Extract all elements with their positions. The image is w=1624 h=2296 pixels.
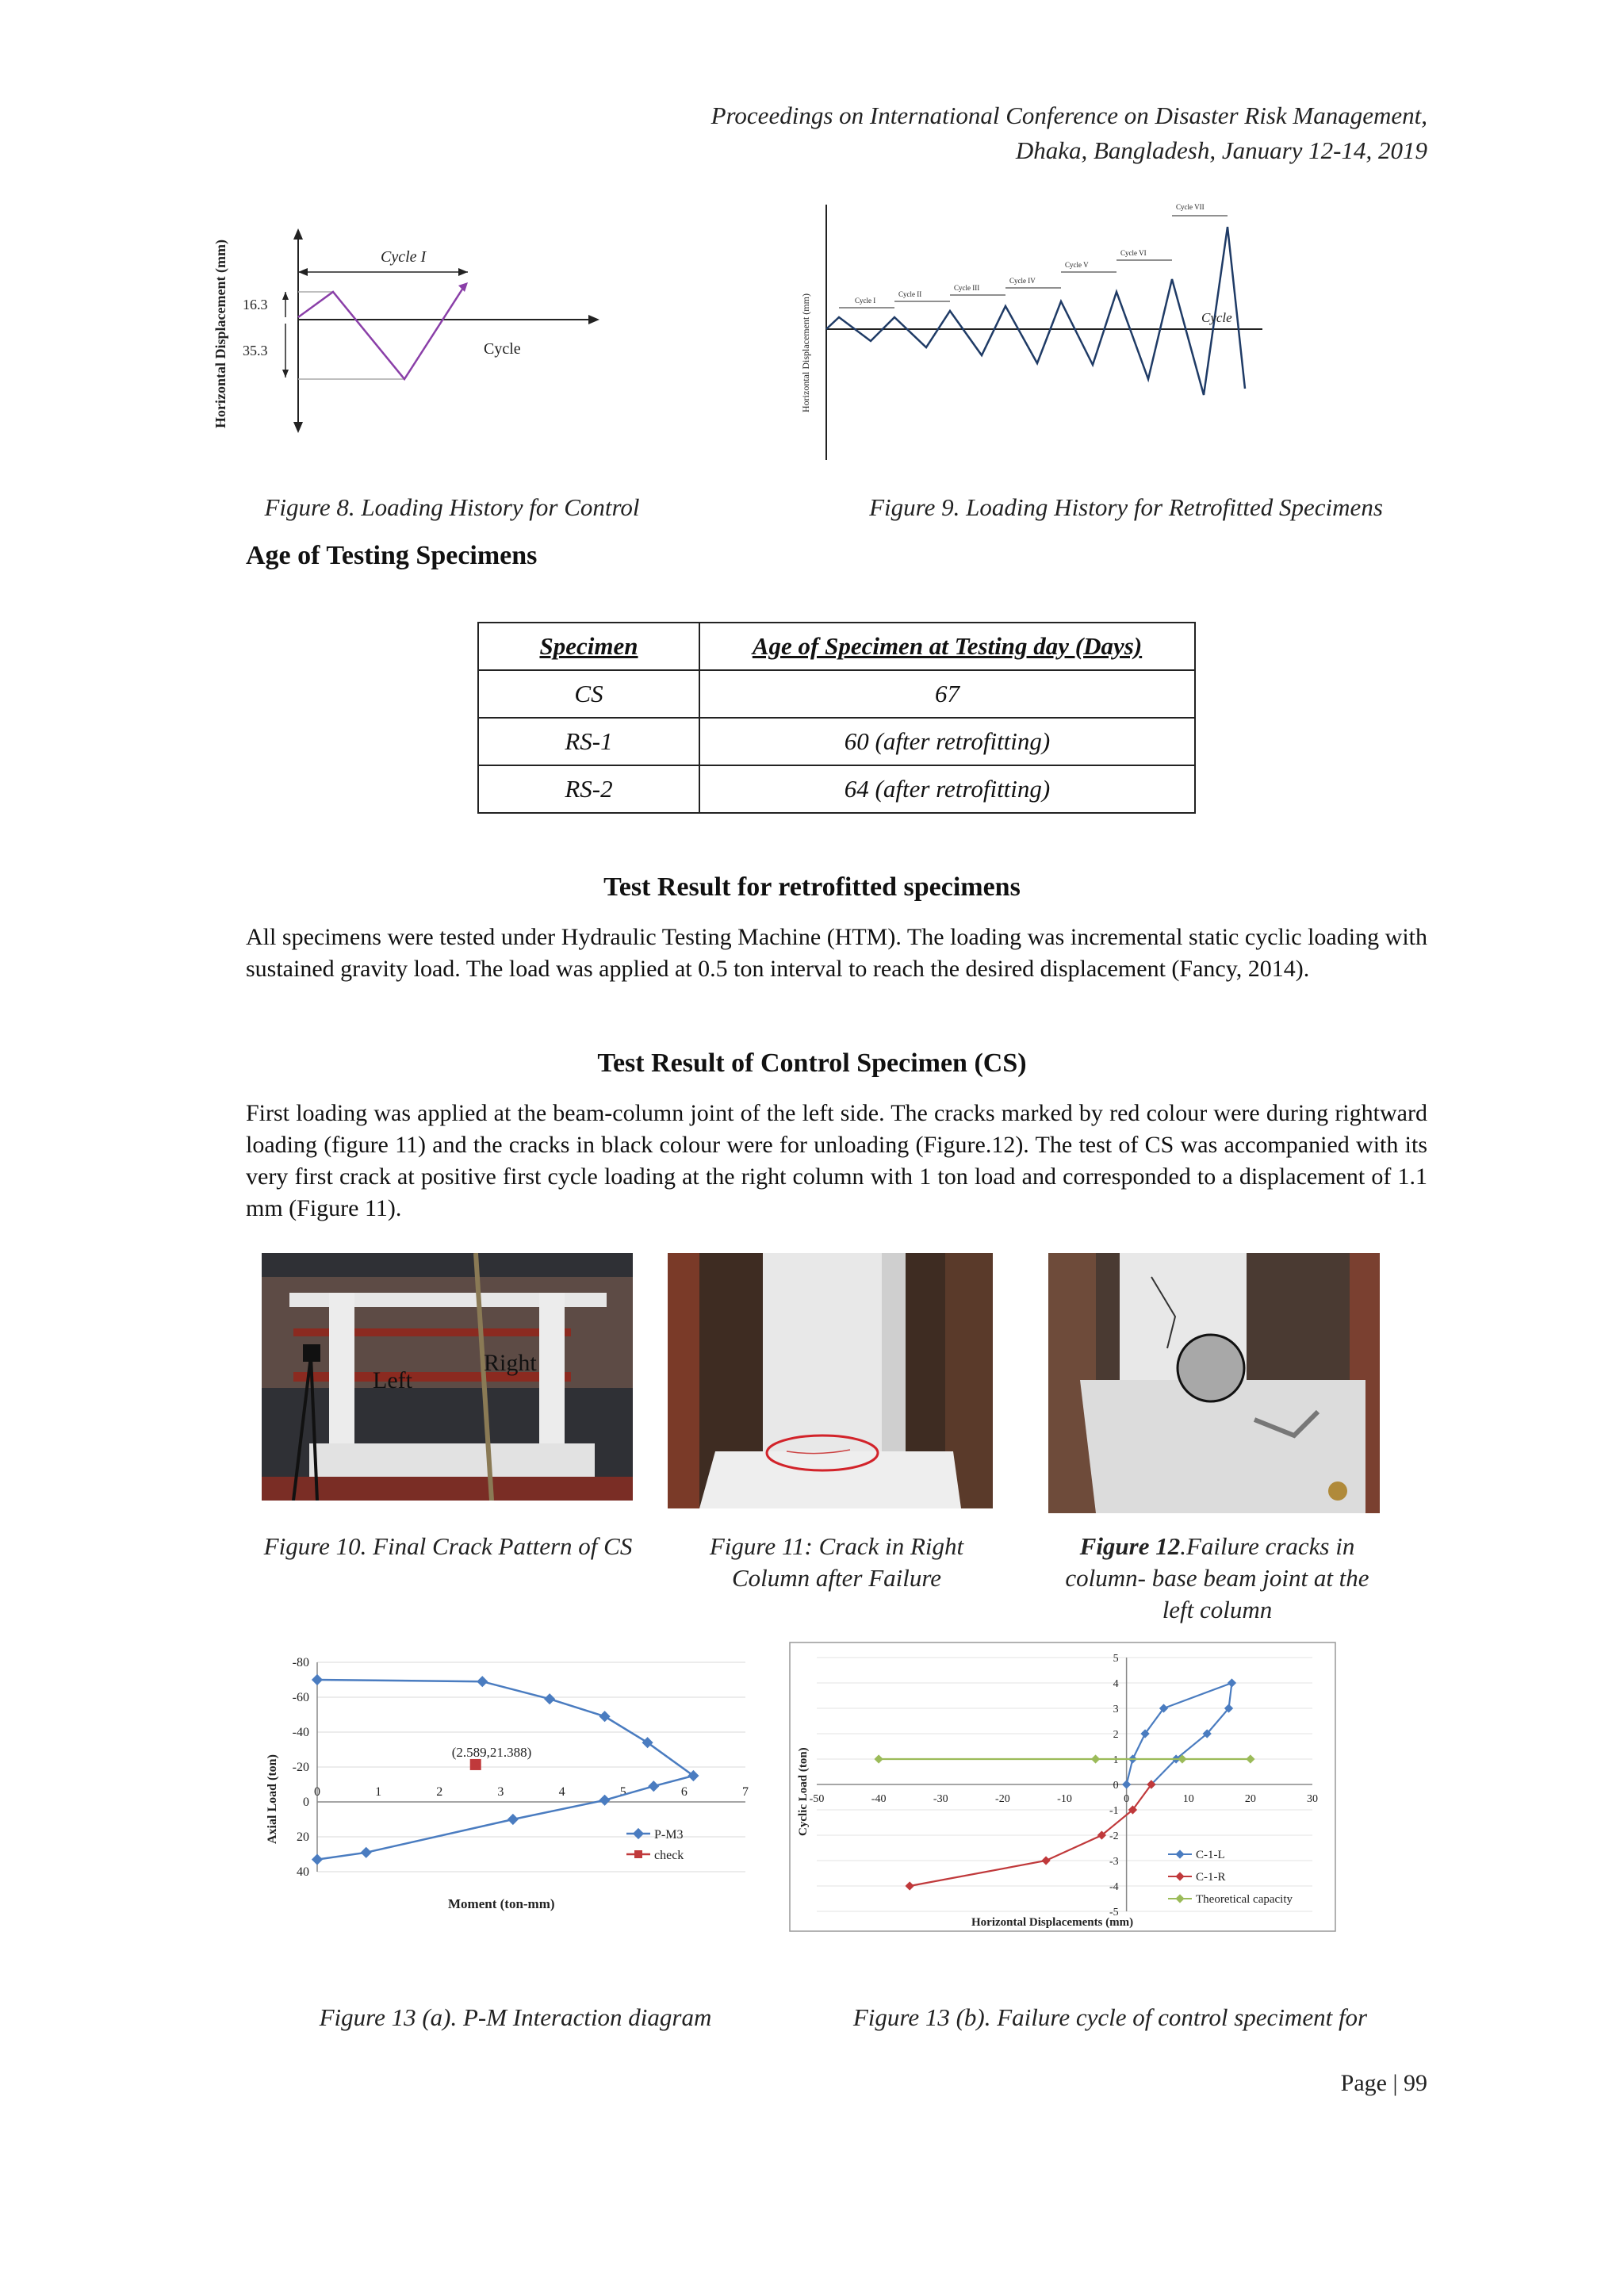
figure-8-caption: Figure 8. Loading History for Control [264,493,640,521]
pm-check-annotation: (2.589,21.388) [451,1744,532,1760]
x-tick-label: -40 [871,1793,887,1805]
fig9-cycle-label: Cycle II [898,290,922,298]
table-header-cell: Age of Specimen at Testing day (Days) [699,623,1195,670]
figure-10-photo [262,1253,633,1501]
figure-12-photo [1048,1253,1380,1513]
y-tick-label: -60 [292,1691,309,1704]
table-cell: RS-1 [478,718,699,765]
table-header-row [478,623,1195,670]
x-tick-label: 7 [742,1785,749,1799]
legend-pm3: P-M3 [654,1828,684,1842]
fig8-cycle-label: Cycle I [381,248,427,266]
x-tick-label: -30 [933,1793,948,1805]
cyclic-y-axis-label: Cyclic Load (ton) [797,1747,810,1836]
x-tick-label: -10 [1057,1793,1072,1805]
table-row [478,765,1195,813]
x-tick-label: 5 [619,1785,626,1799]
legend-theoretical: Theoretical capacity [1196,1893,1293,1906]
y-tick-label: 40 [297,1865,309,1879]
fig9-cycle-label: Cycle I [855,297,876,305]
y-tick-label: 5 [1113,1653,1119,1665]
control-section-heading: Test Result of Control Specimen (CS) [597,1048,1027,1078]
table-row [478,718,1195,765]
table-row [478,670,1195,718]
table-cell: 64 (after retrofitting) [699,765,1195,813]
figure-13b-chart [789,1642,1336,1932]
y-tick-label: -20 [292,1761,309,1774]
data-point-check [470,1759,481,1770]
y-tick-label: 1 [1113,1754,1119,1766]
y-tick-label: -40 [292,1726,309,1739]
x-tick-label: -50 [809,1793,825,1805]
pm-y-axis-label: Axial Load (ton) [266,1754,279,1844]
x-tick-label: 0 [314,1785,320,1799]
y-tick-label: -2 [1109,1830,1119,1842]
cyclic-x-axis-label: Horizontal Displacements (mm) [971,1916,1134,1929]
fig9-cycle-label: Cycle IV [1009,277,1036,285]
fig8-x-label: Cycle [484,340,521,358]
age-table [477,622,1196,814]
fig9-cycle-label: Cycle VI [1120,249,1147,257]
y-tick-label: 4 [1113,1678,1119,1690]
legend-c1r: C-1-R [1196,1871,1226,1884]
table-cell: 60 (after retrofitting) [699,718,1195,765]
x-tick-label: 0 [1124,1793,1130,1805]
x-tick-label: -20 [995,1793,1010,1805]
fig9-cycle-label: Cycle III [954,284,980,292]
age-section-heading: Age of Testing Specimens [246,541,538,570]
y-tick-label: -80 [292,1656,309,1669]
page-number: Page | 99 [1340,2070,1427,2096]
table-cell: RS-2 [478,765,699,813]
pm-x-axis-label: Moment (ton-mm) [448,1896,555,1911]
photo-label-left: Left [373,1367,412,1393]
figure-11-photo [668,1253,993,1508]
table-header-cell: Specimen [478,623,699,670]
figure-8-diagram [206,206,603,436]
x-tick-label: 1 [375,1785,382,1799]
x-tick-label: 10 [1182,1793,1194,1805]
y-tick-label: 0 [1113,1780,1119,1792]
x-tick-label: 30 [1307,1793,1318,1805]
table-cell: CS [478,670,699,718]
fig8-y-label: Horizontal Displacement (mm) [213,240,228,428]
retrofit-paragraph: All specimens were tested under Hydraulic Testing Machine (HTM). The loading was incremental static cyclic loading with sustained gravity load. The load was applied at 0.5 ton interval to reach the desired displacement (Fancy, 2014). [246,924,1427,982]
figure-12-caption-label: Figure 12 [1079,1532,1181,1560]
fig8-value-top: 16.3 [243,297,268,312]
y-tick-label: -5 [1109,1907,1119,1918]
fig9-cycle-label: Cycle VII [1176,203,1205,211]
figure-13a-chart [262,1642,769,1927]
header-line-2: Dhaka, Bangladesh, January 12-14, 2019 [1015,136,1427,164]
figure-12-caption-text: .Failure cracks in column- base beam joint at the left column [1065,1532,1369,1623]
y-tick-label: 2 [1113,1729,1119,1741]
figure-13b-caption: Figure 13 (b). Failure cycle of control speciment for [852,2003,1368,2031]
photo-label-right: Right [484,1350,537,1376]
x-tick-label: 20 [1244,1793,1256,1805]
y-tick-label: -1 [1109,1805,1119,1817]
x-tick-label: 6 [680,1785,688,1799]
figure-10-caption: Figure 10. Final Crack Pattern of CS [263,1532,633,1560]
y-tick-label: -3 [1109,1856,1119,1868]
table-cell: 67 [699,670,1195,718]
x-tick-label: 2 [436,1785,443,1799]
control-paragraph: First loading was applied at the beam-column joint of the left side. The cracks marked by red colour were during rightward loading (figure 11) and the cracks in black colour were for unloading (Figure.12). The test of CS was accompanied with its very first crack at positive first cycle loading at the right column with 1 ton load and corresponded to a displacement of 1.1 mm (Figure 11). [246,1100,1427,1221]
header-line-1: Proceedings on International Conference on Disaster Risk Management, [710,102,1427,129]
x-tick-label: 3 [497,1785,504,1799]
y-tick-label: -4 [1109,1881,1119,1893]
fig9-cycle-label: Cycle V [1065,261,1089,269]
y-tick-label: 0 [303,1796,309,1809]
legend-c1l: C-1-L [1196,1849,1225,1861]
figure-9-diagram [793,190,1285,460]
legend-check: check [654,1849,684,1862]
figure-13a-caption: Figure 13 (a). P-M Interaction diagram [319,2003,712,2031]
retrofit-section-heading: Test Result for retrofitted specimens [603,872,1021,902]
fig9-y-label: Horizontal Displacement (mm) [800,293,811,412]
figure-12-caption [1047,1531,1388,1626]
figure-11-caption: Figure 11: Crack in Right Column after Failure [709,1532,964,1592]
fig8-value-bottom: 35.3 [243,343,268,358]
figure-9-caption: Figure 9. Loading History for Retrofitted Specimens [869,493,1383,521]
running-header [711,98,1427,168]
fig9-x-label: Cycle [1201,310,1232,325]
x-tick-label: 4 [558,1785,565,1799]
y-tick-label: 20 [297,1830,309,1844]
y-tick-label: 3 [1113,1704,1119,1715]
